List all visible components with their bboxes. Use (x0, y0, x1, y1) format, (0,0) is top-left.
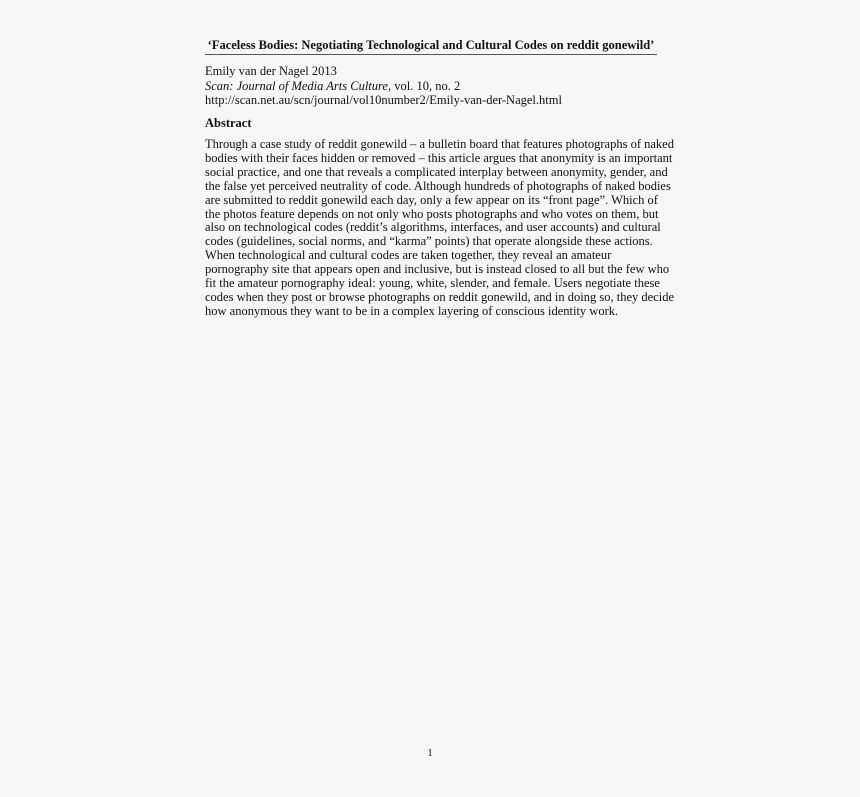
abstract-line: codes when they post or browse photographs on reddit gonewild, and in doing so, they decide (205, 289, 675, 304)
journal-name: Scan: Journal of Media Arts Culture (205, 78, 388, 93)
abstract-line: fit the amateur pornography ideal: young, white, slender, and female. Users negotiate these (205, 276, 660, 291)
abstract-body (205, 138, 674, 319)
abstract-line: pornography site that appears open and inclusive, but is instead closed to all but the few who (205, 262, 670, 277)
abstract-line: codes (guidelines, social norms, and “karma” points) that operate alongside these actions. (205, 234, 653, 249)
abstract-line: also on technological codes (reddit’s algorithms, interfaces, and user accounts) and cultural (205, 220, 661, 235)
title-rule (205, 54, 657, 55)
page-number: 1 (427, 747, 433, 759)
abstract-line: Through a case study of reddit gonewild – a bulletin board that features photographs of naked (205, 137, 674, 151)
abstract-line: the photos feature depends on not only who posts photographs and who votes on them, but (205, 206, 659, 221)
author-line: Emily van der Nagel 2013 (205, 64, 337, 78)
abstract-line: When technological and cultural codes are taken together, they reveal an amateur (205, 248, 612, 263)
journal-line (205, 79, 562, 94)
journal-details: , vol. 10, no. 2 (387, 78, 461, 93)
document-title: ‘Faceless Bodies: Negotiating Technological and Cultural Codes on reddit gonewild’ (207, 38, 655, 52)
abstract-heading: Abstract (205, 116, 252, 130)
abstract-line: bodies with their faces hidden or removed – this article argues that anonymity is an important (205, 150, 673, 165)
abstract-line: the false yet perceived neutrality of code. Although hundreds of photographs of naked bodies (205, 178, 671, 193)
citation-block (205, 64, 562, 108)
article-url[interactable]: http://scan.net.au/scn/journal/vol10number2/Emily-van-der-Nagel.html (205, 93, 562, 107)
abstract-line: are submitted to reddit gonewild each day, only a few appear on its “front page”. Which of (205, 192, 658, 207)
abstract-line: social practice, and one that reveals a complicated interplay between anonymity, gender, and (205, 164, 668, 179)
abstract-line: how anonymous they want to be in a complex layering of conscious identity work. (205, 303, 619, 318)
